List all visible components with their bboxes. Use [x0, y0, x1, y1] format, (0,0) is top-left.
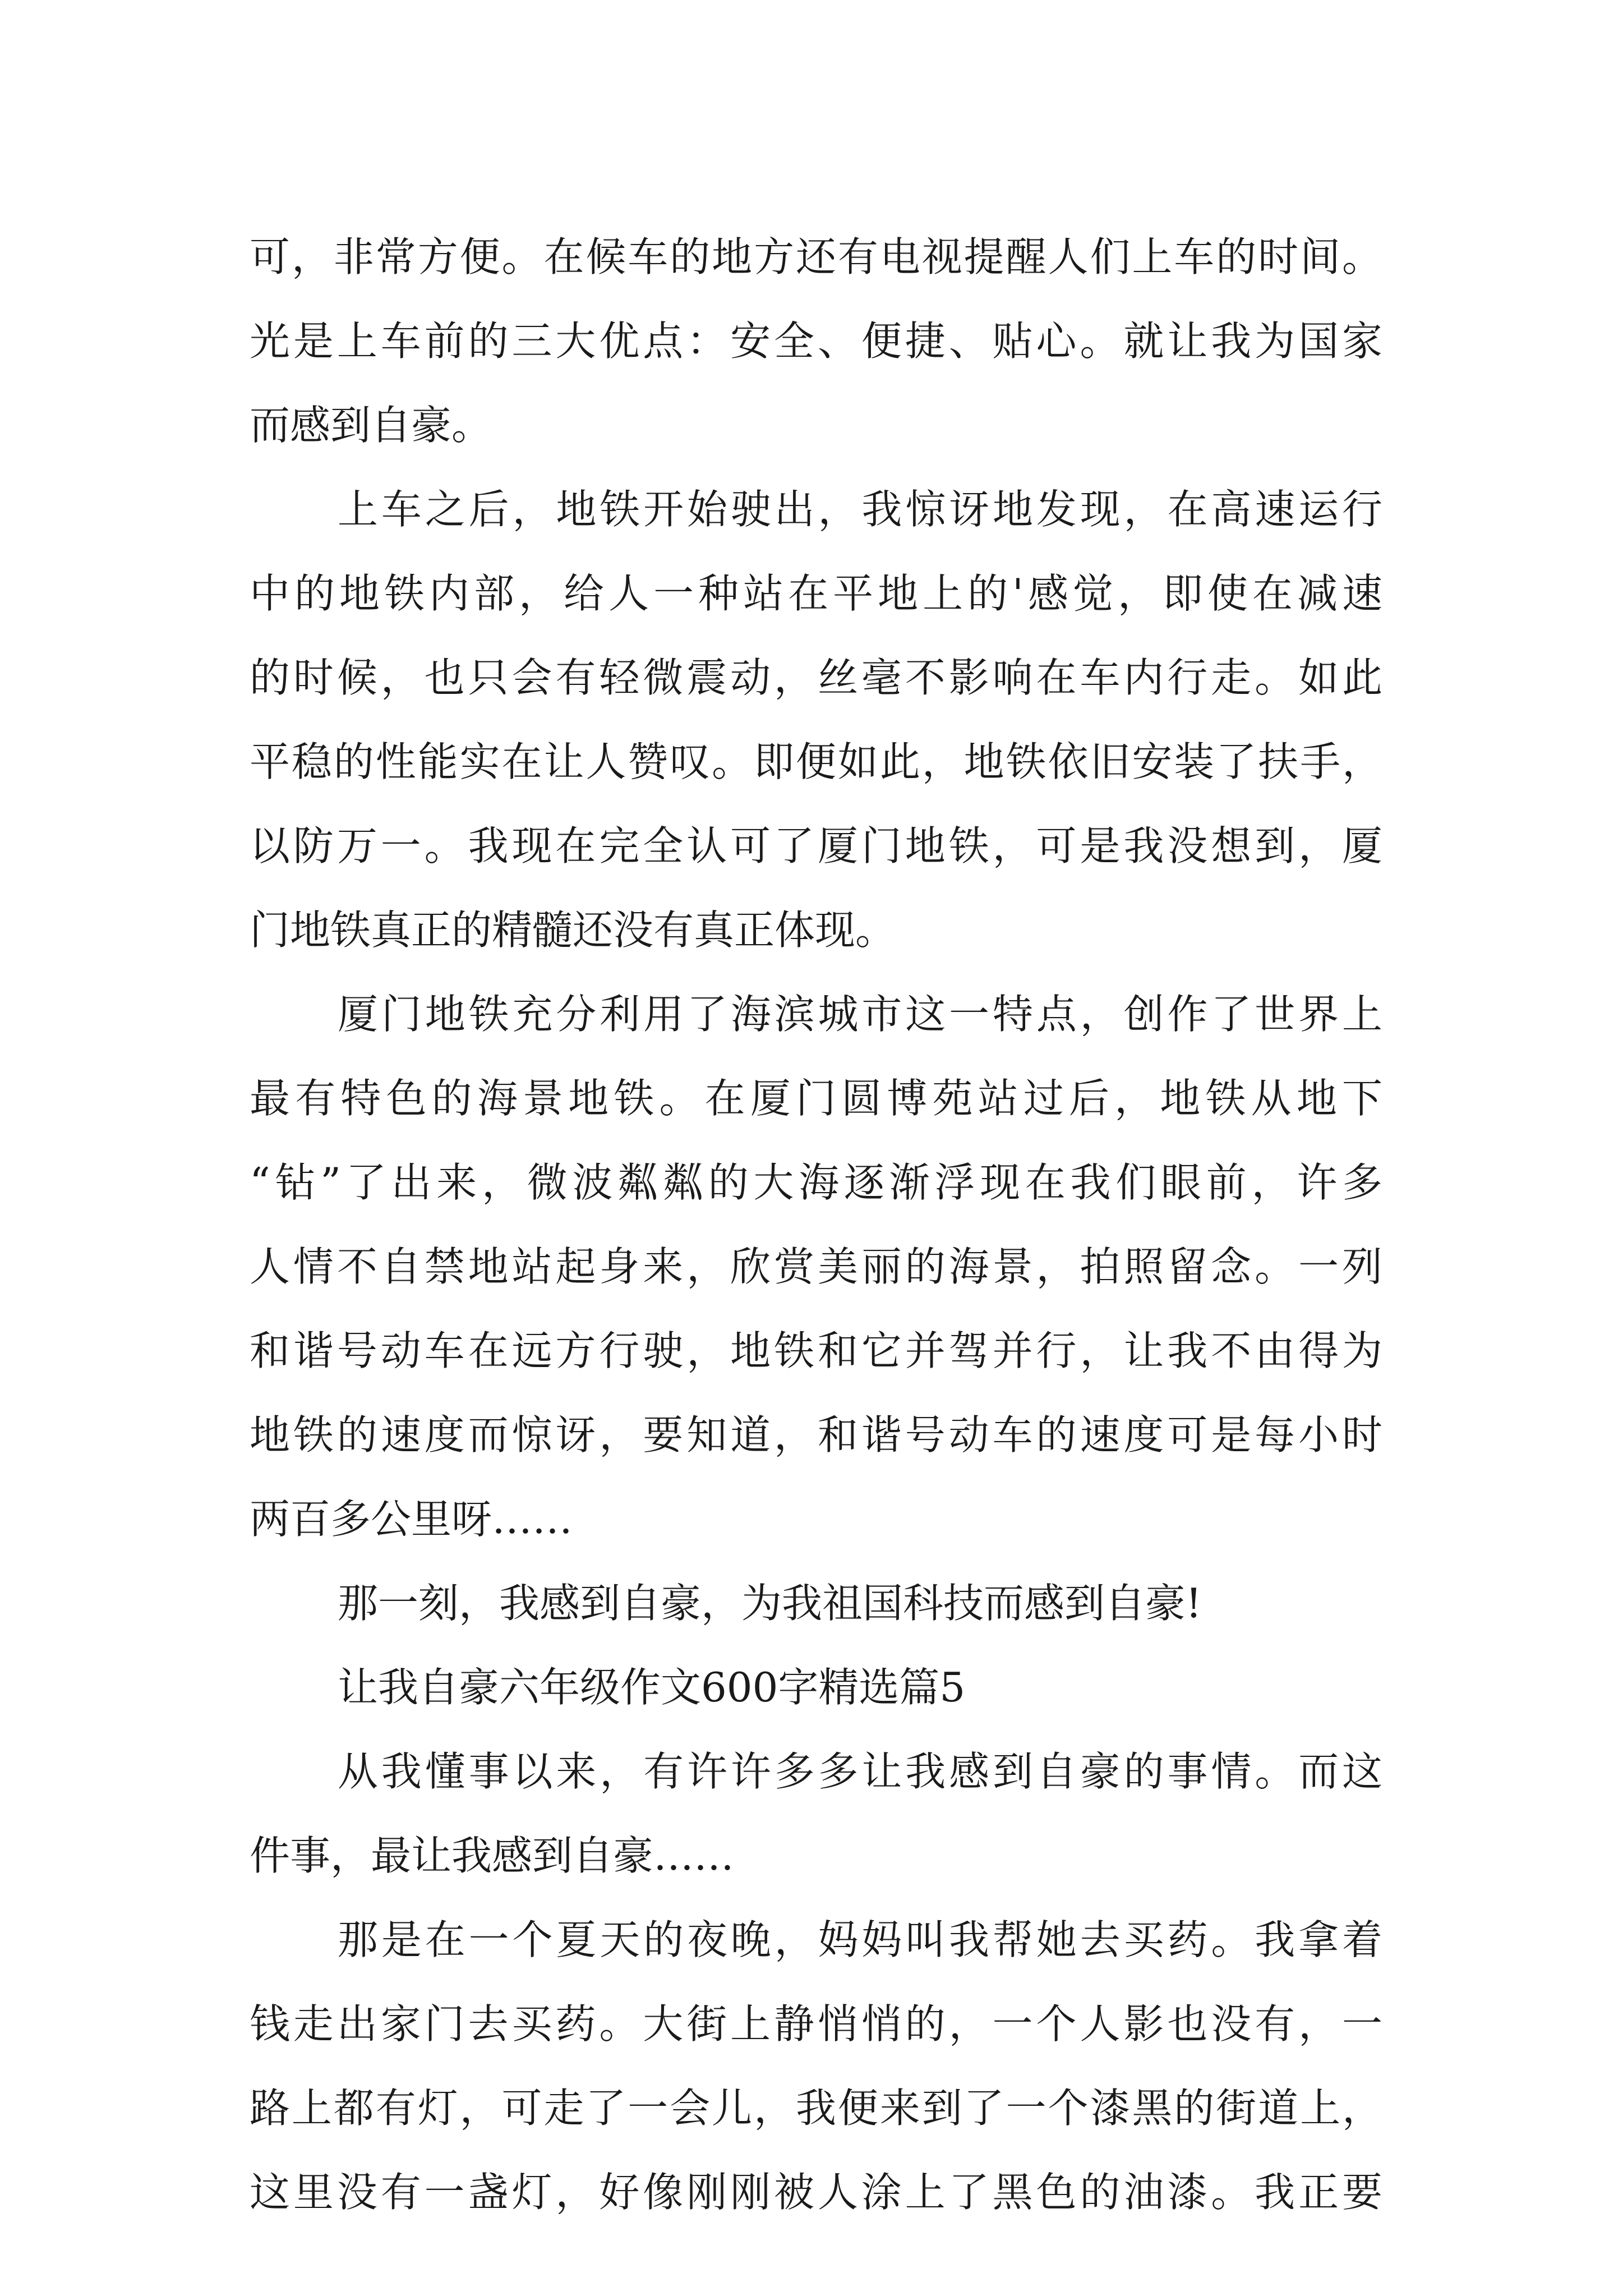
text-line: 中的地铁内部，给人一种站在平地上的'感觉，即使在减速 [250, 570, 1382, 617]
paragraph-first-line: 厦门地铁充分利用了海滨城市这一特点，创作了世界上 [338, 991, 1382, 1038]
text-line: 的时候，也只会有轻微震动，丝毫不影响在车内行走。如此 [250, 654, 1382, 701]
section-heading: 让我自豪六年级作文600字精选篇5 [338, 1664, 966, 1711]
text-line: 门地铁真正的精髓还没有真正体现。 [250, 907, 896, 954]
text-line: 而感到自豪。 [250, 402, 492, 449]
text-line: 这里没有一盏灯，好像刚刚被人涂上了黑色的油漆。我正要 [250, 2169, 1382, 2216]
text-line: 可，非常方便。在候车的地方还有电视提醒人们上车的时间。 [250, 233, 1382, 280]
text-line: 钱走出家门去买药。大街上静悄悄的，一个人影也没有，一 [250, 2000, 1382, 2047]
text-line: “钻”了出来，微波粼粼的大海逐渐浮现在我们眼前，许多 [250, 1159, 1382, 1206]
text-line: 以防万一。我现在完全认可了厦门地铁，可是我没想到，厦 [250, 822, 1382, 869]
text-line: 两百多公里呀…… [250, 1496, 573, 1543]
paragraph-first-line: 从我懂事以来，有许许多多让我感到自豪的事情。而这 [338, 1748, 1382, 1795]
paragraph-first-line: 那一刻，我感到自豪，为我祖国科技而感到自豪! [338, 1580, 1202, 1627]
text-line: 件事，最让我感到自豪…… [250, 1832, 735, 1879]
paragraph-first-line: 那是在一个夏天的夜晚，妈妈叫我帮她去买药。我拿着 [338, 1916, 1382, 1963]
text-line: 和谐号动车在远方行驶，地铁和它并驾并行，让我不由得为 [250, 1327, 1382, 1374]
text-line: 路上都有灯，可走了一会儿，我便来到了一个漆黑的街道上， [250, 2085, 1382, 2132]
text-line: 平稳的性能实在让人赞叹。即便如此，地铁依旧安装了扶手， [250, 738, 1382, 785]
text-line: 地铁的速度而惊讶，要知道，和谐号动车的速度可是每小时 [250, 1411, 1382, 1458]
text-line: 光是上车前的三大优点：安全、便捷、贴心。就让我为国家 [250, 318, 1382, 365]
text-line: 人情不自禁地站起身来，欣赏美丽的海景，拍照留念。一列 [250, 1243, 1382, 1290]
paragraph-first-line: 上车之后，地铁开始驶出，我惊讶地发现，在高速运行 [338, 486, 1382, 533]
text-line: 最有特色的海景地铁。在厦门圆博苑站过后，地铁从地下 [250, 1075, 1382, 1122]
